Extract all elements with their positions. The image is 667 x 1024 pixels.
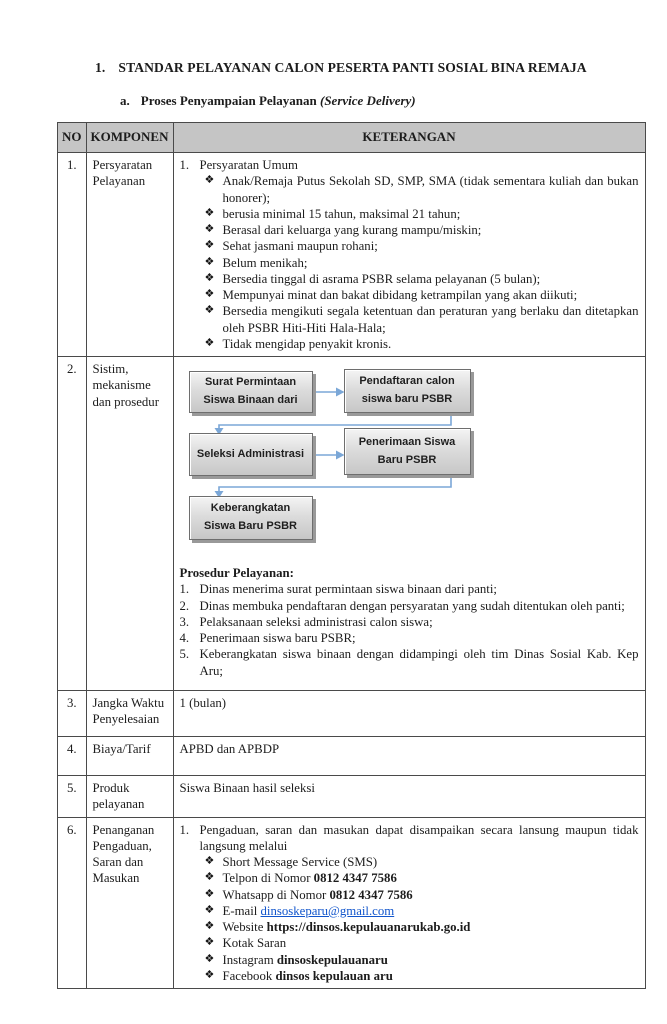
flowchart-box-seleksi: Seleksi Administrasi	[189, 433, 313, 476]
keterangan-cell	[173, 153, 645, 357]
phone-number: 0812 4347 7586	[313, 871, 397, 886]
facebook-handle: dinsos kepulauan aru	[275, 968, 393, 983]
list-item: ❖ Sehat jasmani maupun rohani;	[204, 239, 378, 254]
keterangan-cell	[173, 357, 645, 691]
row-number: 4.	[58, 737, 87, 776]
diamond-bullet-icon: ❖	[204, 336, 215, 349]
table-row	[58, 817, 646, 989]
procedure-steps	[180, 581, 639, 679]
diamond-bullet-icon: ❖	[204, 271, 215, 284]
instagram-handle: dinsoskepulauanaru	[276, 952, 388, 967]
list-item: ❖ Facebook dinsos kepulauan aru	[204, 968, 393, 983]
list-item: ❖ Whatsapp di Nomor 0812 4347 7586	[204, 887, 413, 902]
komponen-cell: Persyaratan Pelayanan	[86, 153, 173, 357]
komponen-cell: Sistim, mekanisme dan prosedur	[86, 357, 173, 691]
diamond-bullet-icon: ❖	[204, 887, 215, 900]
flowchart-box-keberangkatan: Keberangkatan Siswa Baru PSBR	[189, 496, 313, 540]
procedure-title: Prosedur Pelayanan:	[179, 566, 294, 580]
list-item: ❖ Bersedia mengikuti segala ketentuan dan peraturan yang berlaku dan ditetapkan oleh PSBR Hiti-Hiti Hala-Hala;	[204, 304, 639, 335]
procedure-flowchart	[181, 366, 639, 542]
header-keterangan: KETERANGAN	[173, 123, 645, 153]
list-item: ❖ Telpon di Nomor 0812 4347 7586	[204, 871, 397, 886]
keterangan-cell: APBD dan APBDP	[173, 737, 645, 776]
header-komponen: KOMPONEN	[86, 123, 173, 153]
complaint-channels-list	[205, 854, 639, 984]
list-item: ❖ Instagram dinsoskepulauanaru	[204, 952, 388, 967]
list-item: 1. Persyaratan Umum	[179, 158, 298, 172]
keterangan-cell: 1 (bulan)	[173, 691, 645, 737]
email-link[interactable]: dinsoskeparu@gmail.com	[260, 903, 395, 918]
list-item: ❖ berusia minimal 15 tahun, maksimal 21 tahun;	[204, 206, 461, 221]
subtitle-letter: a.	[120, 93, 130, 108]
row-number: 2.	[58, 357, 87, 691]
flowchart-box-penerimaan: Penerimaan Siswa Baru PSBR	[344, 428, 471, 475]
list-item: ❖ Mempunyai minat dan bakat dibidang ketrampilan yang akan diikuti;	[204, 288, 578, 302]
table-row	[58, 737, 646, 776]
row-number: 3.	[58, 691, 87, 737]
title-text: STANDAR PELAYANAN CALON PESERTA PANTI SOSIAL BINA REMAJA	[118, 60, 587, 75]
diamond-bullet-icon: ❖	[204, 968, 215, 981]
subtitle-italic: (Service Delivery)	[320, 93, 416, 108]
title-number: 1.	[95, 60, 106, 75]
list-item: ❖ Berasal dari keluarga yang kurang mampu/miskin;	[204, 223, 482, 237]
diamond-bullet-icon: ❖	[204, 288, 215, 300]
table-row	[58, 357, 646, 691]
list-item: 3. Pelaksanaan seleksi administrasi calon siswa;	[179, 614, 433, 629]
list-item: ❖ Kotak Saran	[204, 936, 287, 951]
table-header-row	[58, 123, 646, 153]
list-item: ❖ E-mail dinsoskeparu@gmail.com	[204, 903, 395, 918]
flowchart-box-pendaftaran: Pendaftaran calon siswa baru PSBR	[344, 369, 471, 413]
requirements-list	[205, 173, 639, 352]
komponen-cell: Penanganan Pengaduan, Saran dan Masukan	[86, 817, 173, 989]
komponen-cell: Biaya/Tarif	[86, 737, 173, 776]
diamond-bullet-icon: ❖	[204, 920, 215, 932]
table-row	[58, 776, 646, 818]
keterangan-cell	[173, 817, 645, 989]
service-standard-table	[57, 122, 646, 989]
diamond-bullet-icon: ❖	[204, 936, 215, 949]
whatsapp-number: 0812 4347 7586	[329, 887, 413, 902]
list-item: ❖ Bersedia tinggal di asrama PSBR selama pelayanan (5 bulan);	[204, 271, 541, 286]
list-item: ❖ Short Message Service (SMS)	[204, 855, 378, 869]
row-number: 5.	[58, 776, 87, 818]
row-number: 1.	[58, 153, 87, 357]
komponen-cell: Jangka Waktu Penyelesaian	[86, 691, 173, 737]
header-no: NO	[58, 123, 87, 153]
row-number: 6.	[58, 817, 87, 989]
diamond-bullet-icon: ❖	[204, 304, 215, 317]
list-item: ❖ Belum menikah;	[204, 255, 308, 270]
diamond-bullet-icon: ❖	[204, 174, 215, 187]
list-item: 1. Pengaduan, saran dan masukan dapat disampaikan secara lansung maupun tidak langsung melalui	[179, 822, 639, 853]
table-row	[58, 153, 646, 357]
list-item: 2. Dinas membuka pendaftaran dengan persyaratan yang sudah ditentukan oleh panti;	[179, 598, 625, 613]
diamond-bullet-icon: ❖	[204, 223, 215, 235]
subtitle-text: Proses Penyampaian Pelayanan (Service Delivery)	[140, 93, 416, 108]
website-url: https://dinsos.kepulauanarukab.go.id	[266, 920, 471, 934]
list-item: 1. Dinas menerima surat permintaan siswa binaan dari panti;	[179, 582, 497, 597]
list-item: ❖ Website https://dinsos.kepulauanarukab.go.id	[204, 920, 471, 934]
komponen-cell: Produk pelayanan	[86, 776, 173, 818]
list-item: 5. Keberangkatan siswa binaan dengan didampingi oleh tim Dinas Sosial Kab. Kep Aru;	[179, 647, 639, 678]
diamond-bullet-icon: ❖	[204, 255, 215, 268]
list-item: 4. Penerimaan siswa baru PSBR;	[179, 631, 356, 645]
list-item: ❖ Tidak mengidap penyakit kronis.	[204, 336, 392, 351]
page-subtitle	[120, 93, 416, 109]
diamond-bullet-icon: ❖	[204, 871, 215, 884]
page-title	[95, 60, 587, 76]
list-item: ❖ Anak/Remaja Putus Sekolah SD, SMP, SMA (tidak sementara kuliah dan bukan honorer);	[204, 174, 639, 205]
table-row	[58, 691, 646, 737]
diamond-bullet-icon: ❖	[204, 855, 215, 867]
diamond-bullet-icon: ❖	[204, 903, 215, 916]
flowchart-box-surat-permintaan: Surat Permintaan Siswa Binaan dari	[189, 371, 313, 413]
diamond-bullet-icon: ❖	[204, 239, 215, 252]
diamond-bullet-icon: ❖	[204, 206, 215, 219]
keterangan-cell: Siswa Binaan hasil seleksi	[173, 776, 645, 818]
diamond-bullet-icon: ❖	[204, 952, 215, 965]
